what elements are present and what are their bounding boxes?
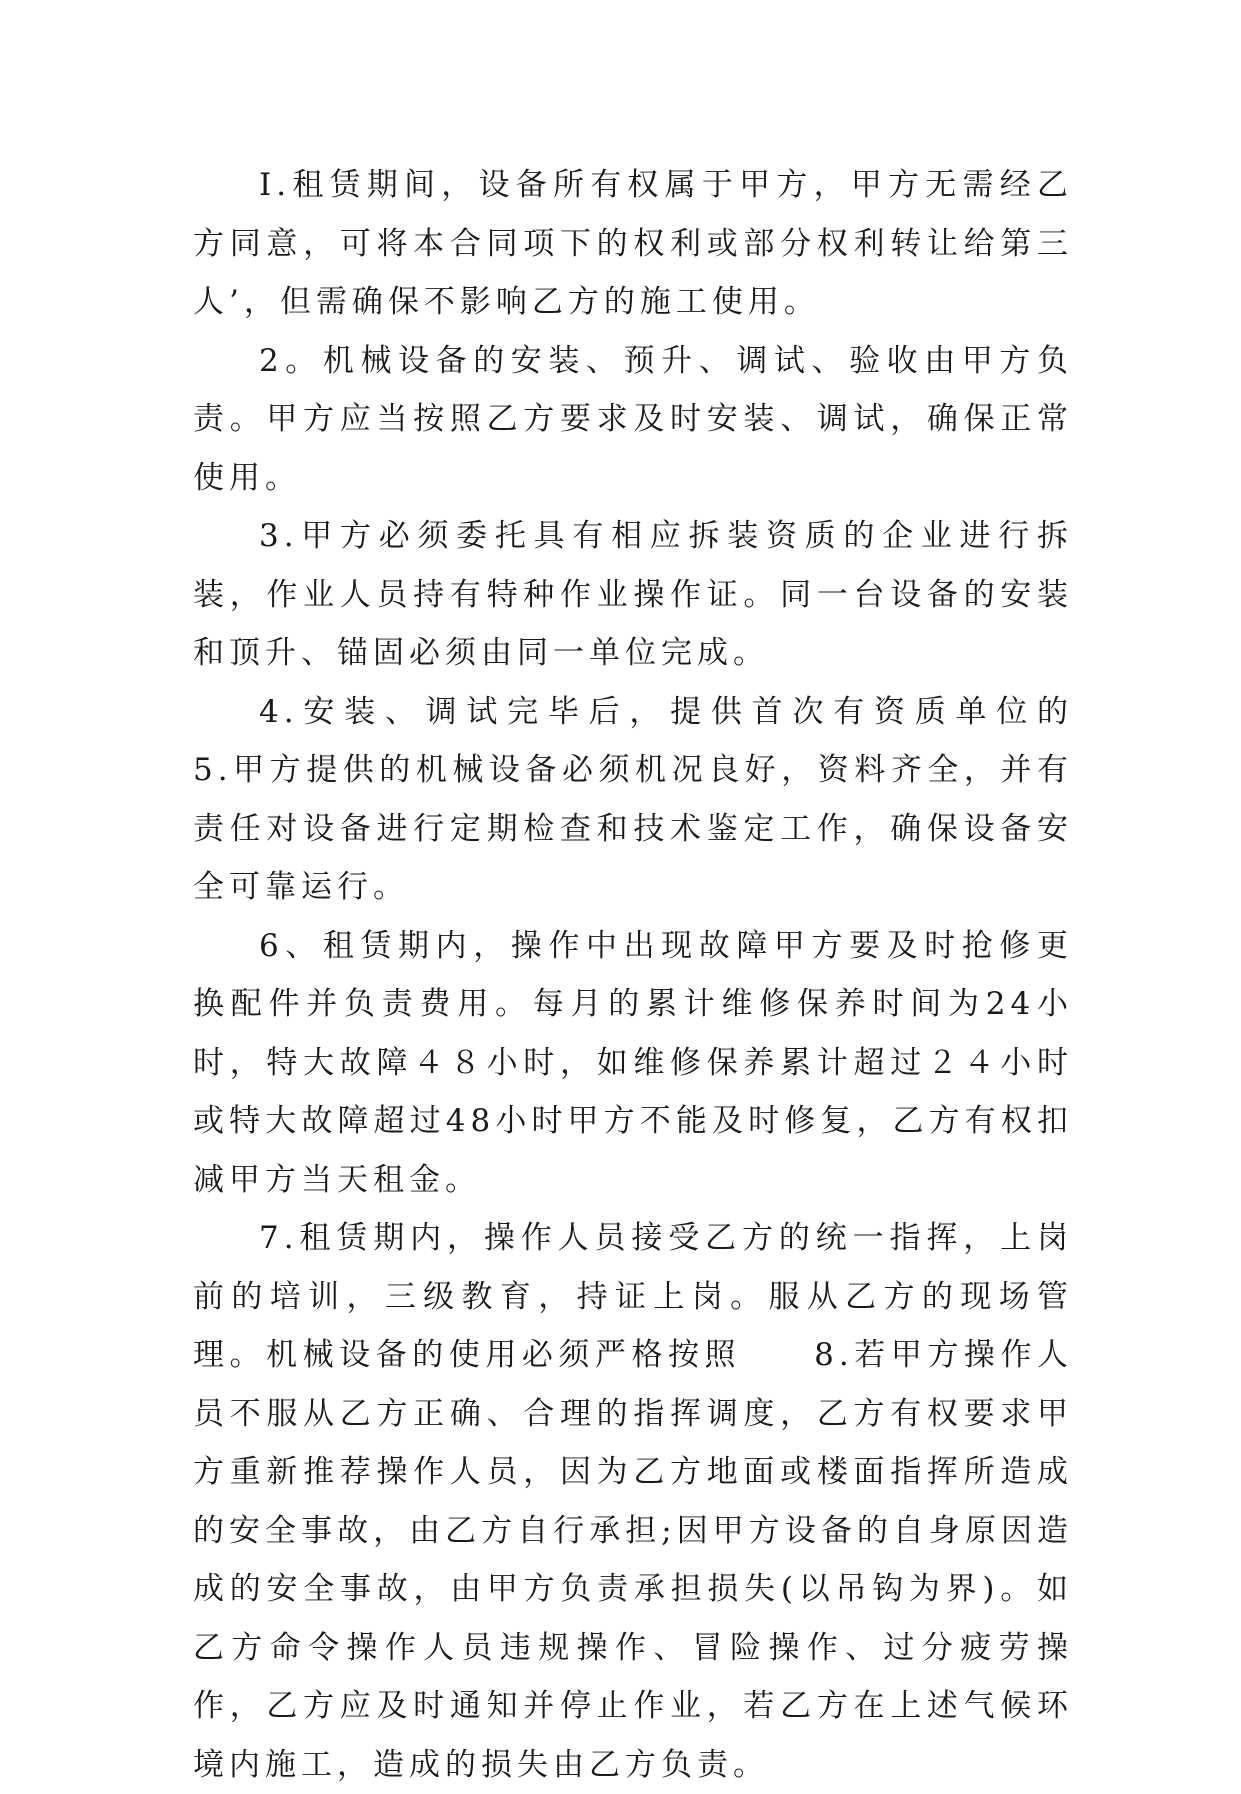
paragraph-3: 3.甲方必须委托具有相应拆装资质的企业进行拆装，作业人员持有特种作业操作证。同一台设备的安装和顶升、锚固必须由同一单位完成。	[193, 518, 1073, 671]
paragraph-1: I.租赁期间，设备所有权属于甲方，甲方无需经乙方同意，可将本合同项下的权利或部分权利转让给第三人’，但需确保不影响乙方的施工使用。	[193, 167, 1073, 320]
paragraph-4: 4.安装、调试完毕后，提供首次有资质单位的 5.甲方提供的机械设备必须机况良好，资料齐全，并有责任对设备进行定期检查和技术鉴定工作，确保设备安全可靠运行。	[193, 693, 1145, 905]
paragraph-6: 7.租赁期内，操作人员接受乙方的统一指挥，上岗前的培训，三级教育，持证上岗。服从乙方的现场管理。机械设备的使用必须严格按照 8.若甲方操作人员不服从乙方正确、合理的指挥调度，乙方有权要求甲方重新推荐操作人员，因为乙方地面或楼面指挥所造成的安全事故，由乙方自行承担;因甲方设备的自身原因造成的安全事故，由甲方负责承担损失(以吊钩为界)。如乙方命令操作人员违规操作、冒险操作、过分疲劳操作，乙方应及时通知并停止作业，若乙方在上述气候环境内施工，造成的损失由乙方负责。	[193, 1220, 1073, 1783]
paragraph-5: 6、租赁期内，操作中出现故障甲方要及时抢修更换配件并负责费用。每月的累计维修保养时间为24小时，特大故障４８小时，如维修保养累计超过２４小时或特大故障超过48小时甲方不能及时修复，乙方有权扣减甲方当天租金。	[193, 927, 1073, 1198]
document-body	[193, 156, 1145, 1794]
paragraph-2: 2。机械设备的安装、预升、调试、验收由甲方负责。甲方应当按照乙方要求及时安装、调试，确保正常使用。	[193, 342, 1073, 496]
